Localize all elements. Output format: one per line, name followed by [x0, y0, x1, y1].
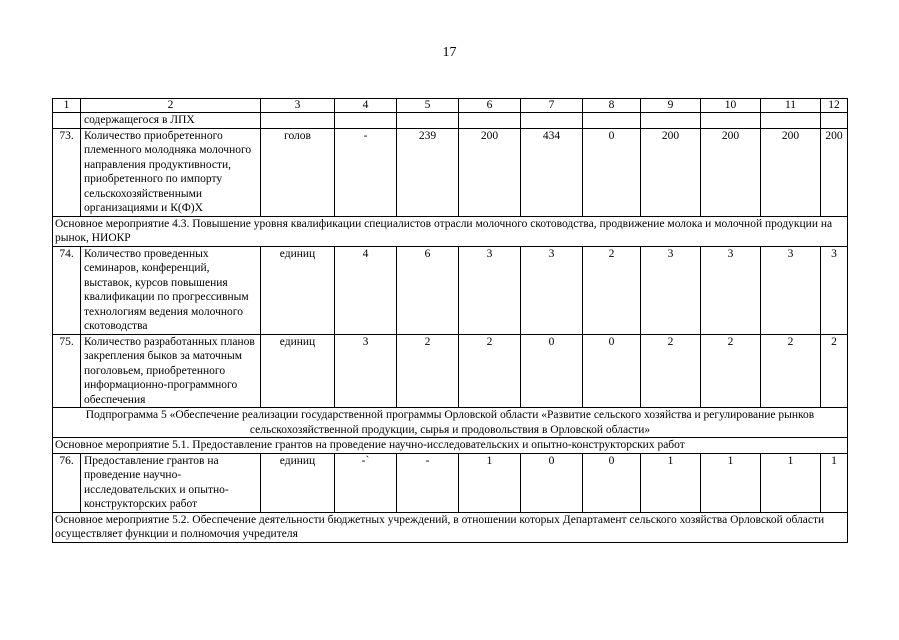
value-cell: 3 [641, 246, 701, 334]
section-row [53, 512, 848, 542]
column-number: 1 [53, 99, 81, 113]
value-cell: 2 [583, 246, 641, 334]
value-cell: -` [335, 453, 397, 512]
value-cell: 200 [459, 128, 521, 216]
value-cell: 2 [761, 334, 821, 408]
column-number-row [53, 99, 848, 113]
value-cell: 0 [521, 334, 583, 408]
value-cell: 3 [335, 334, 397, 408]
column-number: 7 [521, 99, 583, 113]
value-cell: - [335, 128, 397, 216]
row-number: 76. [53, 453, 81, 512]
value-cell: 434 [521, 128, 583, 216]
value-cell: 6 [397, 246, 459, 334]
indicator-cell: Количество разработанных планов закрепления быков за маточным поголовьем, приобретенного информационно-программного обеспечения [81, 334, 261, 408]
value-cell: 1 [761, 453, 821, 512]
value-cell: 2 [641, 334, 701, 408]
value-cell: 200 [821, 128, 848, 216]
unit-cell: единиц [261, 246, 335, 334]
value-cell: 2 [701, 334, 761, 408]
column-number: 11 [761, 99, 821, 113]
value-cell: 2 [397, 334, 459, 408]
value-cell: 3 [459, 246, 521, 334]
value-cell: 239 [397, 128, 459, 216]
table-row [53, 246, 848, 334]
section-row [53, 438, 848, 454]
column-number: 12 [821, 99, 848, 113]
unit-cell: единиц [261, 453, 335, 512]
indicator-cell: Количество приобретенного племенного молодняка молочного направления продуктивности, приобретенного по импорту сельскохозяйственными организациями и К(Ф)Х [81, 128, 261, 216]
value-cell: 200 [641, 128, 701, 216]
value-cell: 0 [583, 128, 641, 216]
page-number: 17 [442, 45, 457, 60]
value-cell: 200 [761, 128, 821, 216]
row-number: 73. [53, 128, 81, 216]
value-cell: 3 [761, 246, 821, 334]
section-title: Основное мероприятие 5.1. Предоставление грантов на проведение научно-исследовательских и опытно-конструкторских работ [53, 438, 848, 454]
value-cell: 0 [583, 334, 641, 408]
column-number: 4 [335, 99, 397, 113]
subprogram-row [53, 408, 848, 438]
column-number: 2 [81, 99, 261, 113]
value-cell: 1 [459, 453, 521, 512]
value-cell: 0 [583, 453, 641, 512]
indicators-table [52, 98, 848, 543]
continuation-row [53, 113, 848, 129]
row-number: 75. [53, 334, 81, 408]
indicator-cell: Количество проведенных семинаров, конференций, выставок, курсов повышения квалификации по прогрессивным технологиям ведения молочного скотоводства [81, 246, 261, 334]
section-title: Основное мероприятие 4.3. Повышение уровня квалификации специалистов отрасли молочного скотоводства, продвижение молока и молочной продукции на рынок, НИОКР [53, 216, 848, 246]
value-cell: 3 [701, 246, 761, 334]
column-number: 3 [261, 99, 335, 113]
value-cell: 3 [521, 246, 583, 334]
unit-cell: единиц [261, 334, 335, 408]
unit-cell: голов [261, 128, 335, 216]
indicator-cell: Предоставление грантов на проведение научно-исследовательских и опытно-конструкторских работ [81, 453, 261, 512]
column-number: 9 [641, 99, 701, 113]
value-cell: 1 [821, 453, 848, 512]
column-number: 5 [397, 99, 459, 113]
value-cell: - [397, 453, 459, 512]
value-cell: 4 [335, 246, 397, 334]
value-cell: 1 [701, 453, 761, 512]
column-number: 6 [459, 99, 521, 113]
subprogram-title: Подпрограмма 5 «Обеспечение реализации государственной программы Орловской области «Развитие сельского хозяйства и регулирование рынков сельскохозяйственной продукции, сырья и продовольствия в Орловской области» [53, 408, 848, 438]
value-cell: 2 [459, 334, 521, 408]
table-row [53, 334, 848, 408]
section-row [53, 216, 848, 246]
table-row [53, 453, 848, 512]
value-cell: 0 [521, 453, 583, 512]
column-number: 8 [583, 99, 641, 113]
value-cell: 3 [821, 246, 848, 334]
value-cell: 200 [701, 128, 761, 216]
column-number: 10 [701, 99, 761, 113]
value-cell: 1 [641, 453, 701, 512]
table-row [53, 128, 848, 216]
indicator-cell: содержащегося в ЛПХ [81, 113, 261, 129]
section-title: Основное мероприятие 5.2. Обеспечение деятельности бюджетных учреждений, в отношении которых Департамент сельского хозяйства Орловской области осуществляет функции и полномочия учредителя [53, 512, 848, 542]
value-cell: 2 [821, 334, 848, 408]
row-number: 74. [53, 246, 81, 334]
